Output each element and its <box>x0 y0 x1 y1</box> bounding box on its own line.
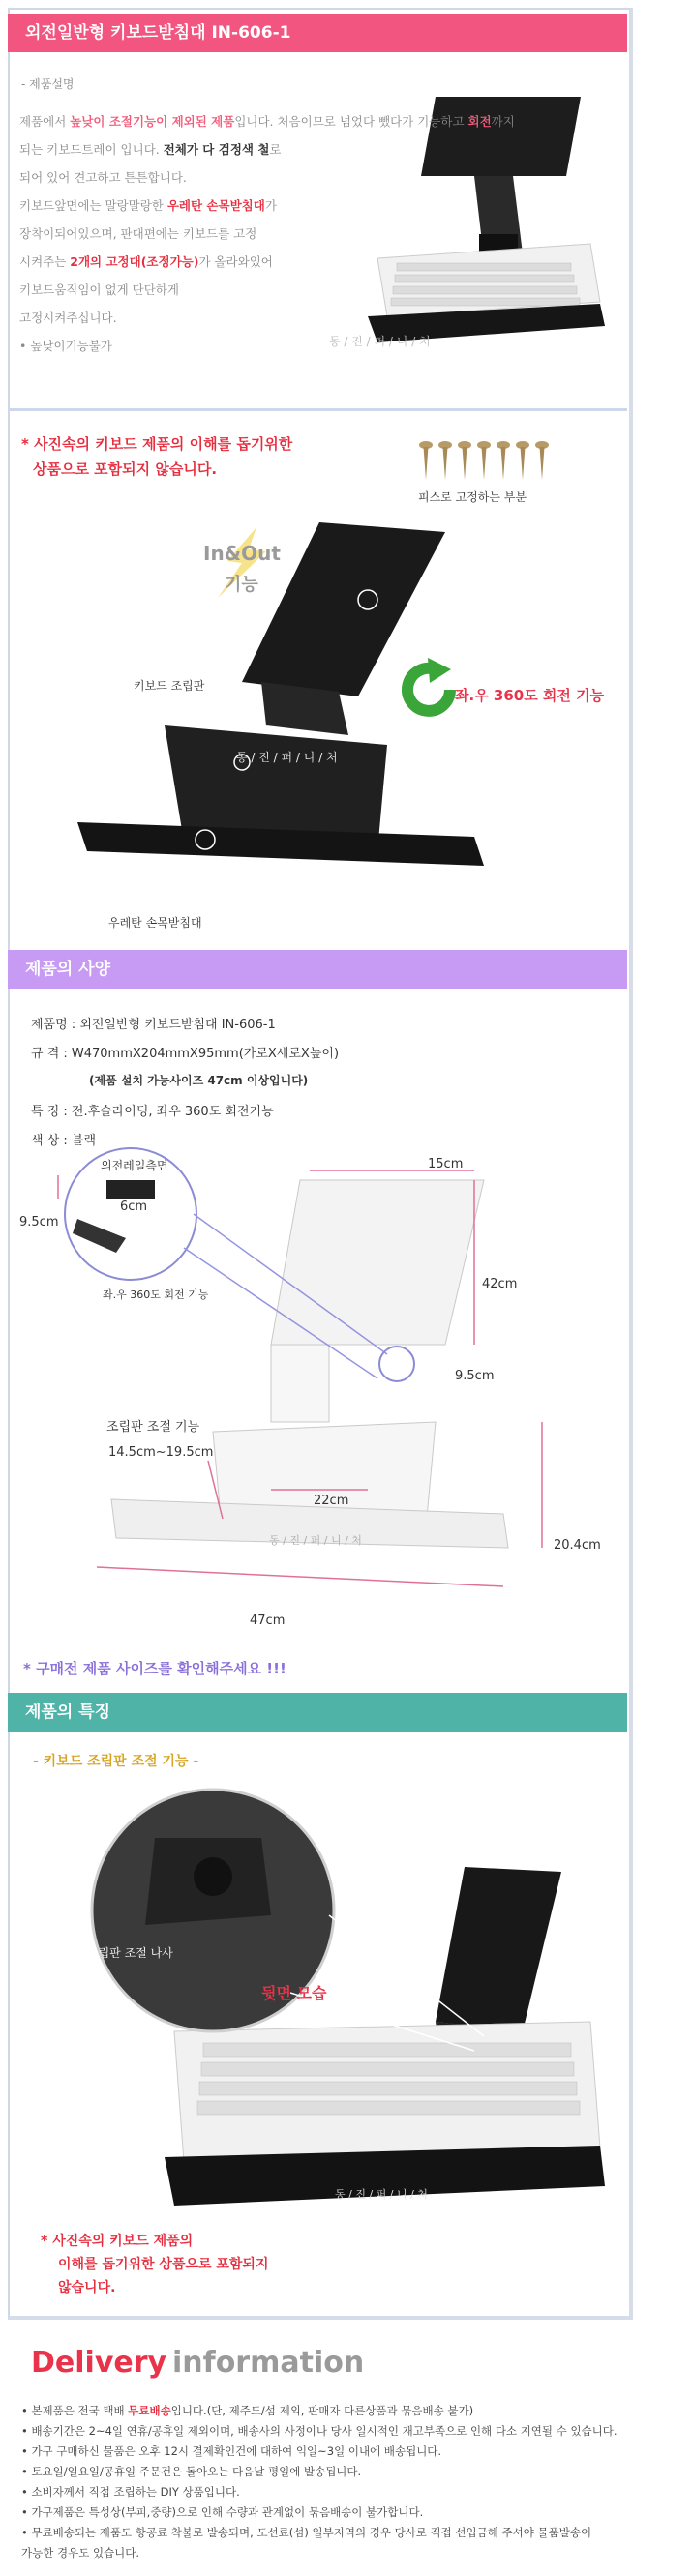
features-watermark: 동 / 진 / 퍼 / 니 / 처 <box>335 2188 428 2201</box>
features-note-line2: 이해를 돕기위한 상품으로 포함되지 <box>58 2257 269 2272</box>
feature-tray-plate <box>436 1867 561 2031</box>
features-bar-title: 제품의 특징 <box>25 1703 111 1722</box>
adjust-range: 14.5cm~19.5cm <box>108 1445 214 1460</box>
delivery-item-segment: 입니다.(단, 제주도/섬 제외, 판매자 다른상품과 묶음배송 불가) <box>170 2404 474 2417</box>
delivery-item-segment: 무료배송 <box>128 2404 171 2417</box>
intro-line-segment: 로 <box>269 142 282 157</box>
intro-line-segment: 회전 <box>467 114 492 129</box>
section-divider-1 <box>8 408 627 411</box>
intro-line <box>19 196 277 214</box>
screw-icon <box>477 441 491 480</box>
spec-bar <box>8 950 627 989</box>
screws-image <box>416 437 571 486</box>
intro-line <box>19 112 515 130</box>
delivery-item <box>21 2423 618 2439</box>
features-note-line1: * 사진속의 키보드 제품의 <box>41 2234 194 2249</box>
drawing-arm <box>271 1345 329 1422</box>
features-note-line3: 않습니다. <box>58 2280 116 2295</box>
delivery-item-segment: 가능한 경우도 있습니다. <box>21 2546 140 2560</box>
intro-line-segment: 입니다. 처음이므로 넘었다 뺐다가 기능하고 <box>234 114 468 129</box>
intro-line-segment: 키보드앞면에는 말랑말랑한 <box>19 198 167 213</box>
screw-icon <box>497 441 510 480</box>
delivery-item-segment: • 소비자께서 직접 조립하는 DIY 상품입니다. <box>21 2485 240 2499</box>
delivery-item <box>21 2504 423 2520</box>
intro-line-segment: 전체가 다 검정색 철 <box>163 142 270 157</box>
delivery-item-segment: • 가구 구매하신 물품은 오후 12시 결제확인건에 대하여 익일~3일 이내에 배송됩니다. <box>21 2444 442 2458</box>
intro-line <box>19 252 273 270</box>
photo-note-line1: * 사진속의 키보드 제품의 이해를 돕기위한 <box>21 435 293 453</box>
intro-line-segment: 가 올라와있어 <box>198 254 273 269</box>
intro-watermark: 동 / 진 / 퍼 / 니 / 처 <box>329 335 431 348</box>
delivery-item-segment: • 무료배송되는 제품도 항공료 착불로 발송되며, 도선료(섬) 일부지역의 경우 당사로 직접 선입금해 주셔야 물품발송이 <box>21 2526 592 2539</box>
delivery-title-word2: information <box>172 2346 365 2380</box>
circle-rotate-label: 좌.우 360도 회전 기능 <box>103 1288 209 1301</box>
intro-line-segment: 키보드움직임이 없게 단단하게 <box>19 282 179 297</box>
delivery-item-segment: • 배송기간은 2~4일 연휴/공휴일 제외이며, 배송사의 사정이나 당사 일시적인 재고부족으로 인해 다소 지연될 수 있습니다. <box>21 2424 618 2438</box>
rotate-label: 좌.우 360도 회전 기능 <box>455 687 605 704</box>
intro-line-segment: 장착이되어있으며, 판대편에는 키보드를 고정 <box>19 226 257 241</box>
spec-size: 규 격 : W470mmX204mmX95mm(가로X세로X높이) <box>31 1047 340 1061</box>
screw-icon <box>458 441 471 480</box>
screw-icon <box>419 441 433 480</box>
spec-bar-title: 제품의 사양 <box>25 960 111 979</box>
dimension-drawing <box>19 1141 619 1644</box>
inout-label-line1: In&Out <box>203 542 281 565</box>
dim-95-left: 9.5cm <box>19 1215 59 1229</box>
product-title: 외전일반형 키보드받침대 IN-606-1 <box>25 23 291 43</box>
dim-6: 6cm <box>120 1199 148 1214</box>
check-size-note: * 구매전 제품 사이즈를 확인해주세요 !!! <box>23 1660 286 1677</box>
dim-22: 22cm <box>314 1494 349 1508</box>
intro-line-segment: 제품에서 <box>19 114 71 129</box>
intro-line-segment: 높낮이 조절기능이 제외된 제품 <box>70 114 235 129</box>
intro-line <box>19 168 187 186</box>
drawing-top-plate <box>271 1180 484 1345</box>
features-photo <box>68 1780 610 2206</box>
delivery-item-segment: • 토요일/일요일/공휴일 주문건은 돌아오는 다음날 평일에 발송됩니다. <box>21 2465 362 2478</box>
delivery-item <box>21 2403 473 2418</box>
detail-target-circle <box>379 1347 414 1381</box>
intro-line <box>19 224 256 242</box>
knob-label: 조립판 조절 나사 <box>87 1946 173 1960</box>
photo-note-line2: 상품으로 포함되지 않습니다. <box>33 460 218 478</box>
intro-section-label: - 제품설명 <box>21 77 75 91</box>
delivery-title-word1: Delivery <box>31 2346 167 2380</box>
spec-color: 색 상 : 블랙 <box>31 1134 97 1148</box>
intro-line-segment: 시켜주는 <box>19 254 71 269</box>
delivery-item <box>21 2443 441 2459</box>
dim-47: 47cm <box>250 1614 286 1628</box>
product-title-bar <box>8 14 627 52</box>
keyboard-tray-photo-top <box>358 89 610 360</box>
back-label: 뒷면 모습 <box>261 1984 327 2002</box>
features-bar <box>8 1693 627 1732</box>
spec-size-note: (제품 설치 가능사이즈 47cm 이상입니다) <box>89 1074 309 1087</box>
detail-rail <box>106 1180 155 1199</box>
spec-feature: 특 징 : 전.후슬라이딩, 좌우 360도 회전기능 <box>31 1105 274 1119</box>
delivery-item <box>21 2545 139 2561</box>
photo1-watermark: 동 / 진 / 퍼 / 니 / 처 <box>236 751 338 764</box>
tray-plate <box>421 97 581 176</box>
intro-line-segment: 가 <box>264 198 277 213</box>
intro-line <box>19 337 112 354</box>
delivery-item-segment: • 가구제품은 특성상(부피,중량)으로 인해 수량과 관계없이 묶음배송이 불가합니다. <box>21 2505 424 2519</box>
intro-line <box>19 140 281 158</box>
intro-line-segment: • 높낮이기능불가 <box>19 339 112 353</box>
screw-icon <box>535 441 549 480</box>
intro-line-segment: 고정시켜주십니다. <box>19 311 117 325</box>
plate-label: 키보드 조립판 <box>134 679 205 693</box>
dim-15: 15cm <box>428 1157 464 1171</box>
screws-label: 피스로 고정하는 부분 <box>418 490 527 504</box>
intro-line-segment: 우레탄 손목받침대 <box>166 198 265 213</box>
circle-title: 외전레일측면 <box>101 1159 168 1172</box>
dim-42: 42cm <box>482 1277 518 1291</box>
features-subtitle: - 키보드 조립판 조절 기능 - <box>33 1754 199 1769</box>
screw-icon <box>516 441 529 480</box>
dim-line-47 <box>97 1567 503 1586</box>
intro-line-segment: 되는 키보드트레이 입니다. <box>19 142 164 157</box>
intro-line <box>19 309 117 326</box>
delivery-item <box>21 2525 591 2540</box>
intro-line-segment: 까지 <box>491 114 515 129</box>
zoom-knob <box>194 1857 232 1896</box>
dim-95-right: 9.5cm <box>455 1369 495 1383</box>
spec-name: 제품명 : 외전일반형 키보드받침대 IN-606-1 <box>31 1018 276 1032</box>
adjust-label: 조립판 조절 기능 <box>106 1420 200 1435</box>
dim-204: 20.4cm <box>554 1538 601 1553</box>
wrist-label: 우레탄 손목받침대 <box>108 916 202 930</box>
intro-line-segment: 되어 있어 견고하고 튼튼합니다. <box>19 170 187 185</box>
intro-line-segment: 2개의 고정대(조정가능) <box>70 254 199 269</box>
delivery-item <box>21 2464 361 2479</box>
intro-line <box>19 281 179 298</box>
inout-label-line2: 기능 <box>225 575 258 595</box>
delivery-item <box>21 2484 240 2500</box>
spec-watermark: 동 / 진 / 퍼 / 니 / 처 <box>269 1534 362 1547</box>
delivery-item-segment: • 본제품은 전국 택배 <box>21 2404 129 2417</box>
screw-icon <box>438 441 452 480</box>
